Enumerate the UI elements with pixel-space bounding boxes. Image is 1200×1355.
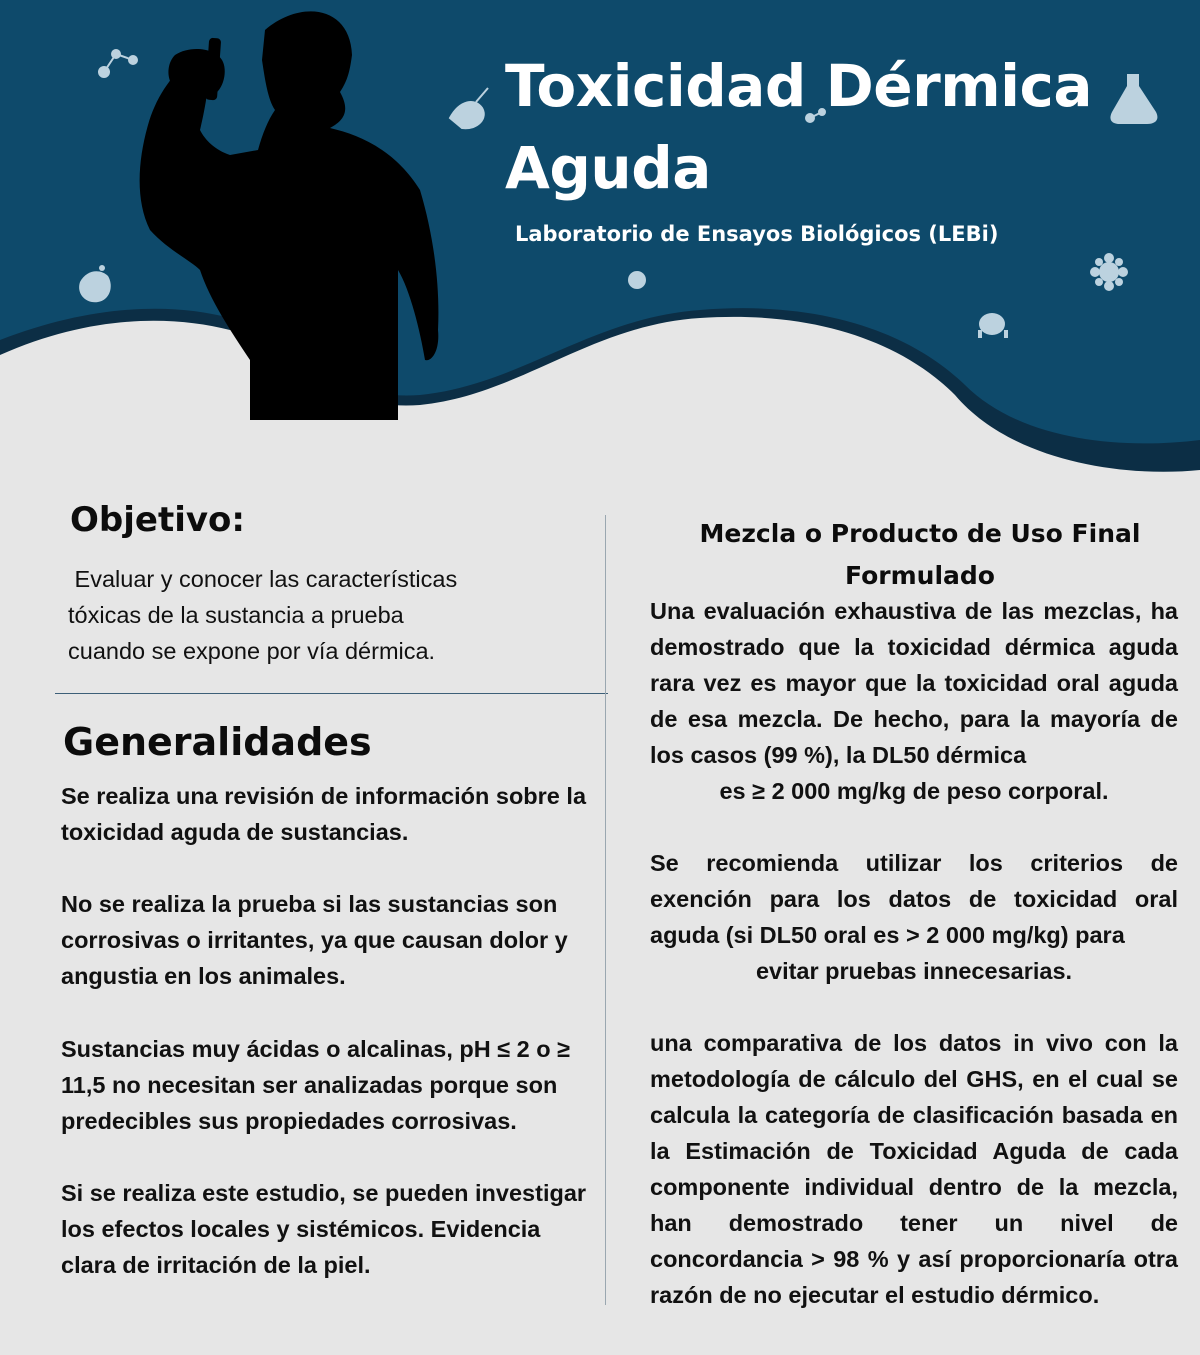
objetivo-line: Evaluar y conocer las características bbox=[68, 566, 458, 592]
generalidades-paragraph: No se realiza la prueba si las sustancias son corrosivas o irritantes, ya que causan dolor y angustia en los animales. bbox=[61, 891, 568, 989]
generalidades-paragraph: Si se realiza este estudio, se pueden investigar los efectos locales y sistémicos. Evidencia clara de irritación de la piel. bbox=[61, 1180, 587, 1278]
objetivo-heading: Objetivo: bbox=[70, 500, 245, 540]
title-line-1: Toxicidad Dérmica bbox=[505, 52, 1093, 120]
generalidades-paragraph: Sustancias muy ácidas o alcalinas, pH ≤ 2 o ≥ 11,5 no necesitan ser analizadas porque son predecibles sus propiedades corrosivas. bbox=[61, 1036, 571, 1134]
title-line-2: Aguda bbox=[505, 134, 711, 202]
generalidades-heading: Generalidades bbox=[63, 720, 372, 764]
mezcla-paragraph-end: es ≥ 2 000 mg/kg de peso corporal. bbox=[719, 778, 1109, 804]
mezcla-paragraph-end: evitar pruebas innecesarias. bbox=[755, 958, 1073, 984]
column-divider bbox=[605, 515, 606, 1305]
mezcla-paragraph: una comparativa de los datos in vivo con la metodología de cálculo del GHS, en el cual se calcula la categoría de clasificación basada en la Estimación de Toxicidad Aguda de cada componente individual dentro de la mezcla, han demostrado tener un nivel de concordancia > 98 % y así proporcionaría otra razón de no ejecutar el estudio dérmico. bbox=[650, 1030, 1178, 1308]
page-title bbox=[505, 45, 1185, 209]
mezcla-heading-line: Formulado bbox=[845, 561, 995, 590]
objetivo-line: tóxicas de la sustancia a prueba bbox=[68, 602, 404, 628]
objetivo-text bbox=[68, 561, 457, 669]
objetivo-line: cuando se expone por vía dérmica. bbox=[68, 638, 436, 664]
generalidades-paragraph: Se realiza una revisión de información sobre la toxicidad aguda de sustancias. bbox=[61, 783, 587, 845]
section-divider bbox=[55, 693, 608, 694]
mezcla-paragraph: Una evaluación exhaustiva de las mezclas, ha demostrado que la toxicidad dérmica aguda rara vez es mayor que la toxicidad oral aguda de esa mezcla. De hecho, para la mayoría de los casos (99 %), la DL50 dérmica bbox=[650, 598, 1178, 768]
mezcla-paragraph: Se recomienda utilizar los criterios de exención para los datos de toxicidad oral aguda (si DL50 oral es > 2 000 mg/kg) para bbox=[650, 850, 1178, 948]
mezcla-heading-line: Mezcla o Producto de Uso Final bbox=[699, 519, 1141, 548]
page-subtitle: Laboratorio de Ensayos Biológicos (LEBi) bbox=[515, 222, 999, 246]
cell-icon bbox=[628, 271, 646, 289]
mezcla-heading bbox=[650, 513, 1190, 597]
